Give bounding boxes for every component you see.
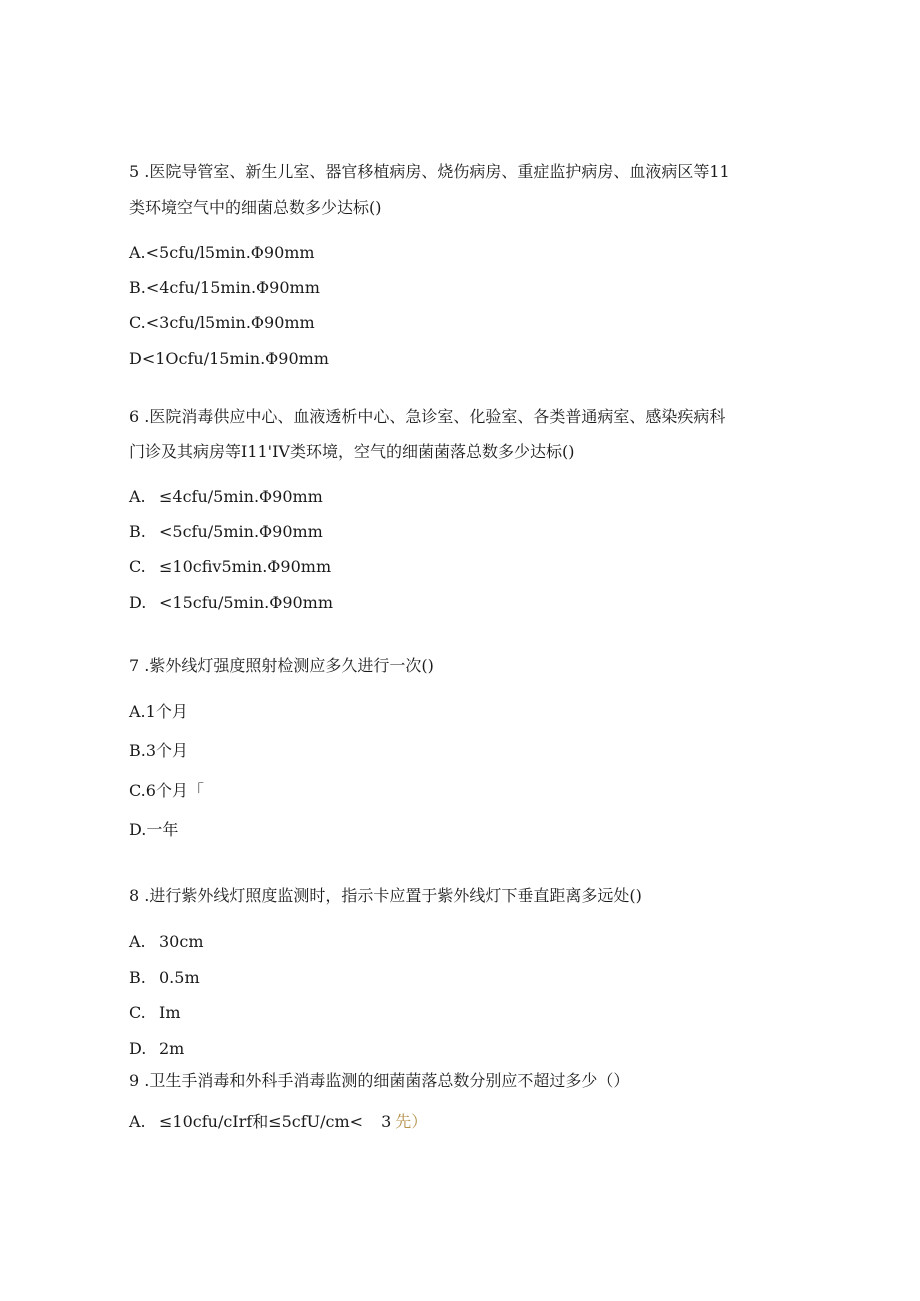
- option-letter: C.: [129, 557, 146, 576]
- option-letter: B.: [129, 522, 146, 541]
- option-text: 30cm: [159, 932, 204, 951]
- question-5-stem-line1: 5 .医院导管室、新生儿室、器官移植病房、烧伤病房、重症监护病房、血液病区等11: [129, 162, 730, 181]
- option-text: ≤10cfu/cIrf和≤5cfU/cm<: [159, 1112, 364, 1131]
- question-7-option-d: D.一年: [129, 820, 179, 839]
- option-text: 0.5m: [159, 968, 200, 987]
- option-letter: A.: [129, 1112, 146, 1131]
- option-letter: A.: [129, 932, 146, 951]
- question-6-option-b: [129, 522, 323, 542]
- question-5-option-b: B.<4cfu/15min.Φ90mm: [129, 278, 320, 297]
- question-8-option-b: [129, 968, 200, 988]
- option-letter: B.: [129, 968, 146, 987]
- option-text: Im: [159, 1003, 181, 1022]
- option-tail: 3: [381, 1112, 392, 1131]
- question-6-option-c: [129, 557, 331, 577]
- question-8-option-a: [129, 932, 204, 952]
- question-9-option-a: [129, 1112, 427, 1132]
- question-8-stem-line1: 8 .进行紫外线灯照度监测时，指示卡应置于紫外线灯下垂直距离多远处(): [129, 886, 642, 905]
- question-9-stem-line1: 9 .卫生手消毒和外科手消毒监测的细菌菌落总数分别应不超过多少（）: [129, 1071, 630, 1090]
- question-5-option-d: D<1Ocfu/15min.Φ90mm: [129, 349, 329, 368]
- question-6-stem-line1: 6 .医院消毒供应中心、血液透析中心、急诊室、化验室、各类普通病室、感染疾病科: [129, 407, 726, 426]
- question-5-stem-line2: 类环境空气中的细菌总数多少达标(): [129, 198, 382, 217]
- option-text: <5cfu/5min.Φ90mm: [159, 522, 323, 541]
- option-accent-text: 先）: [395, 1112, 428, 1131]
- question-7-option-a: A.1个月: [129, 702, 188, 721]
- option-letter: C.: [129, 1003, 146, 1022]
- question-6-option-d: [129, 593, 333, 613]
- option-letter: A.: [129, 487, 146, 506]
- question-5-option-c: C.<3cfu/l5min.Φ90mm: [129, 313, 315, 332]
- option-text: ≤4cfu/5min.Φ90mm: [159, 487, 323, 506]
- question-7-stem-line1: 7 .紫外线灯强度照射检测应多久进行一次(): [129, 656, 434, 675]
- option-letter: D.: [129, 593, 147, 612]
- option-text: ≤10cfiv5min.Φ90mm: [159, 557, 332, 576]
- question-7-option-b: B.3个月: [129, 741, 189, 760]
- question-6-option-a: [129, 487, 323, 507]
- question-8-option-c: [129, 1003, 181, 1023]
- question-5-option-a: A.<5cfu/l5min.Φ90mm: [129, 243, 315, 262]
- question-8-option-d: [129, 1039, 184, 1059]
- option-letter: D.: [129, 1039, 147, 1058]
- option-text: 2m: [159, 1039, 185, 1058]
- question-6-stem-line2: 门诊及其病房等I11'IV类环境，空气的细菌菌落总数多少达标(): [129, 442, 575, 461]
- question-7-option-c: C.6个月「: [129, 781, 204, 800]
- option-text: <15cfu/5min.Φ90mm: [159, 593, 334, 612]
